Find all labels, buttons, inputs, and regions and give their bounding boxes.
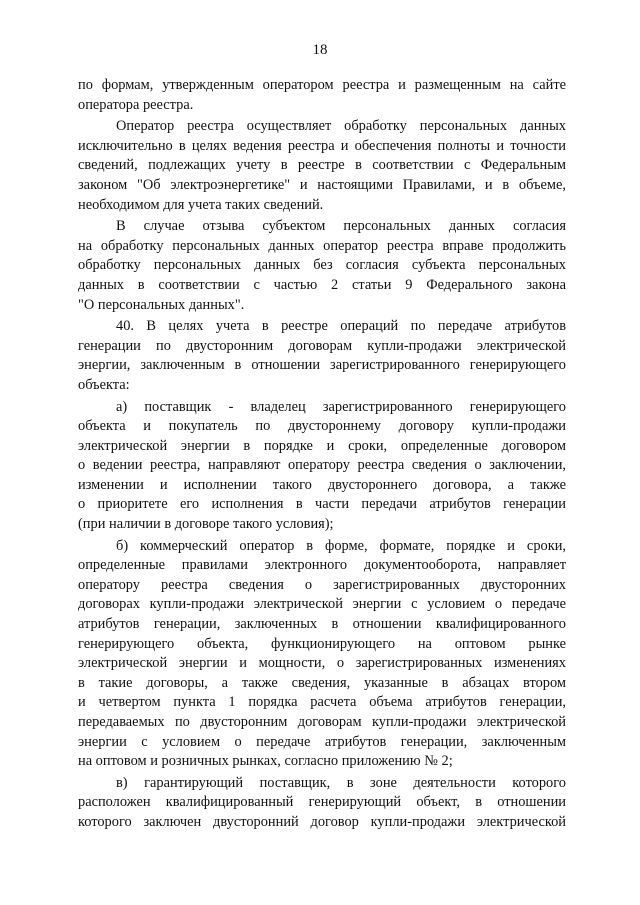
page-number: 18 <box>312 42 328 58</box>
text-line: и четвертом пункта 1 порядка расчета объема атрибутов генерации, <box>78 694 566 711</box>
text-line: на оптовом и розничных рынках, согласно приложению № 2; <box>78 753 453 770</box>
text-line: генерирующего объекта, функционирующего на оптовом рынке <box>78 635 566 652</box>
text-line: объекта: <box>78 376 130 393</box>
text-line: о ведении реестра, направляют оператору реестра сведения о заключении, <box>78 457 566 474</box>
text-line: данных в соответствии с частью 2 статьи 9 Федерального закона <box>78 276 566 293</box>
text-line: а) поставщик - владелец зарегистрированного генерирующего <box>116 398 566 415</box>
text-line: необходимом для учета таких сведений. <box>78 196 324 213</box>
text-line: определенные правилами электронного документооборота, направляет <box>78 557 566 574</box>
paragraph <box>78 537 566 772</box>
paragraph <box>78 76 566 115</box>
text-line: в такие договоры, а также сведения, указанные в абзацах втором <box>78 674 566 691</box>
text-line: Оператор реестра осуществляет обработку персональных данных <box>116 118 566 135</box>
text-line: договорах купли-продажи электрической энергии с условием о передаче <box>78 596 566 613</box>
text-line: "О персональных данных". <box>78 296 245 313</box>
text-line: в) гарантирующий поставщик, в зоне деятельности которого <box>116 774 566 791</box>
paragraph <box>78 217 566 315</box>
text-line: атрибутов генерации, заключенных в отношении квалифицированного <box>78 616 566 633</box>
text-line: В случае отзыва субъектом персональных данных согласия <box>116 218 566 235</box>
text-line: электрической энергии и мощности, о зарегистрированных изменениях <box>78 655 566 672</box>
text-line: на обработку персональных данных оператор реестра вправе продолжить <box>78 237 566 254</box>
text-line: генерации по двусторонним договорам купли-продажи электрической <box>78 337 566 354</box>
document-body <box>78 76 566 835</box>
text-line: оператору реестра сведения о зарегистрированных двусторонних <box>78 576 566 593</box>
text-line: расположен квалифицированный генерирующий объект, в отношении <box>78 794 566 811</box>
text-line: изменении и исполнении такого двустороннего договора, а также <box>78 476 566 493</box>
paragraph <box>78 398 566 535</box>
text-line: законом "Об электроэнергетике" и настоящими Правилами, и в объеме, <box>78 176 566 193</box>
paragraph <box>78 317 566 395</box>
text-line: энергии с условием о передаче атрибутов генерации, заключенным <box>78 733 566 750</box>
text-line: электрической энергии в порядке и сроки, определенные договором <box>78 437 566 454</box>
text-line: (при наличии в договоре такого условия); <box>78 516 334 533</box>
paragraph <box>78 117 566 215</box>
text-line: о приоритете его исполнения в части передачи атрибутов генерации <box>78 496 566 513</box>
text-line: сведений, подлежащих учету в реестре в соответствии с Федеральным <box>78 157 566 174</box>
text-line: исключительно в целях ведения реестра и обеспечения полноты и точности <box>78 137 566 154</box>
text-line: оператора реестра. <box>78 96 194 113</box>
text-line: которого заключен двусторонний договор купли-продажи электрической <box>78 813 566 830</box>
text-line: обработку персональных данных без согласия субъекта персональных <box>78 257 566 274</box>
text-line: по формам, утвержденным оператором реестра и размещенным на сайте <box>78 77 566 93</box>
text-line: энергии, заключенным в отношении зарегистрированного генерирующего <box>78 357 566 374</box>
text-line: 40. В целях учета в реестре операций по передаче атрибутов <box>116 318 566 335</box>
text-line: объекта и покупатель по двустороннему договору купли-продажи <box>78 418 566 435</box>
text-line: б) коммерческий оператор в форме, формате, порядке и сроки, <box>116 537 566 554</box>
paragraph <box>78 774 566 833</box>
text-line: передаваемых по двусторонним договорам купли-продажи электрической <box>78 714 566 730</box>
